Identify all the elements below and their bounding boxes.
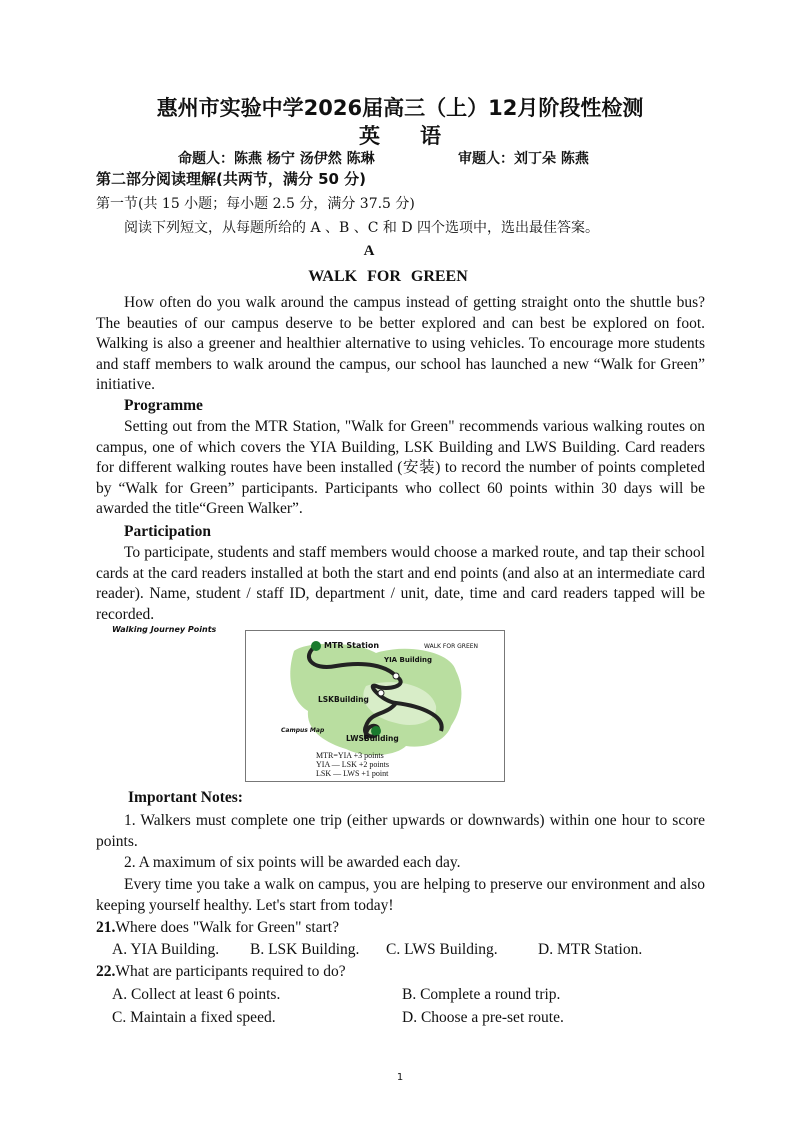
- note-1: 1. Walkers must complete one trip (either upwards or downwards) within one hour to score points.: [96, 812, 705, 850]
- yia-label: YIA Building: [384, 656, 433, 664]
- map-banner: WALK FOR GREEN: [424, 643, 479, 650]
- campus-map: [245, 630, 505, 782]
- option-21d: D. MTR Station.: [538, 941, 643, 958]
- question-number: 21.: [96, 919, 116, 936]
- page-number: 1: [396, 1072, 404, 1083]
- lws-label: LWSBuilding: [346, 734, 399, 743]
- authors-line: 命题人：陈燕 杨宁 汤伊然 陈琳: [178, 151, 375, 167]
- lsk-marker-icon: [378, 690, 384, 696]
- question-21: [96, 919, 339, 937]
- legend-row: LSK — LWS +1 point: [316, 769, 389, 778]
- yia-marker-icon: [393, 673, 399, 679]
- lsk-label: LSKBuilding: [318, 695, 369, 704]
- legend-row: YIA — LSK +2 points: [316, 760, 389, 769]
- question-stem: What are participants required to do?: [115, 963, 346, 980]
- option-21a: A. YIA Building.: [112, 941, 220, 958]
- mtr-marker-icon: [311, 641, 321, 651]
- programme-heading: Programme: [124, 397, 203, 414]
- note-2: 2. A maximum of six points will be awarded each day.: [124, 854, 461, 871]
- passage-title: WALK FOR GREEN: [308, 268, 468, 285]
- reviewers-line: 审题人：刘丁朵 陈燕: [458, 151, 589, 167]
- subject-title: 英语: [359, 124, 481, 148]
- legend-row: MTR=YIA +3 points: [316, 751, 384, 760]
- points-legend: [316, 751, 389, 778]
- option-22a: A. Collect at least 6 points.: [112, 986, 281, 1003]
- option-21b: B. LSK Building.: [250, 941, 360, 958]
- section-heading: 第一节(共 15 小题；每小题 2.5 分，满分 37.5 分): [96, 196, 415, 212]
- question-number: 22.: [96, 963, 116, 980]
- option-22b: B. Complete a round trip.: [402, 986, 561, 1003]
- option-22c: C. Maintain a fixed speed.: [112, 1009, 276, 1026]
- passage-label: A: [363, 243, 375, 259]
- option-22d: D. Choose a pre-set route.: [402, 1009, 564, 1026]
- intro-paragraph: How often do you walk around the campus instead of getting straight onto the shuttle bus? The beauties of our campus deserve to be better explored and can best be explored on foot. Walking is also a greener and healthier alternative to using vehicles. To encourage more students and staff members to walk around the campus, our school has launched a new “Walk for Green” initiative.: [96, 294, 705, 393]
- part-heading: 第二部分阅读理解(共两节，满分 50 分): [96, 170, 367, 188]
- campus-map-label: Campus Map: [281, 727, 325, 734]
- question-22: [96, 963, 346, 981]
- instruction-text: 阅读下列短文，从每题所给的 A 、B 、C 和 D 四个选项中，选出最佳答案。: [124, 220, 600, 236]
- programme-paragraph: Setting out from the MTR Station, "Walk for Green" recommends various walking routes on campus, one of which covers the YIA Building, LSK Building and LWS Building. Card readers for different walking routes have been installed (安装) to record the number of points completed by “Walk for Green” participants. Participants who collect 60 points within 30 days will be awarded the title“Green Walker”.: [96, 418, 705, 517]
- participation-heading: Participation: [124, 523, 211, 540]
- notes-heading: Important Notes:: [128, 789, 243, 806]
- option-21c: C. LWS Building.: [386, 941, 498, 958]
- mtr-label: MTR Station: [324, 641, 380, 650]
- participation-paragraph: To participate, students and staff members would choose a marked route, and tap their school cards at the card readers installed at both the start and end points (and also at an intermediate card reader). Name, student / staff ID, department / unit, date, time and card readers tapped will be recorded.: [96, 544, 705, 623]
- exam-title: 惠州市实验中学2026届高三（上）12月阶段性检测: [156, 96, 644, 120]
- map-caption: Walking Journey Points: [112, 625, 217, 634]
- closing-paragraph: Every time you take a walk on campus, you are helping to preserve our environment and also keeping yourself healthy. Let's start from today!: [96, 876, 705, 914]
- question-stem: Where does "Walk for Green" start?: [115, 919, 339, 936]
